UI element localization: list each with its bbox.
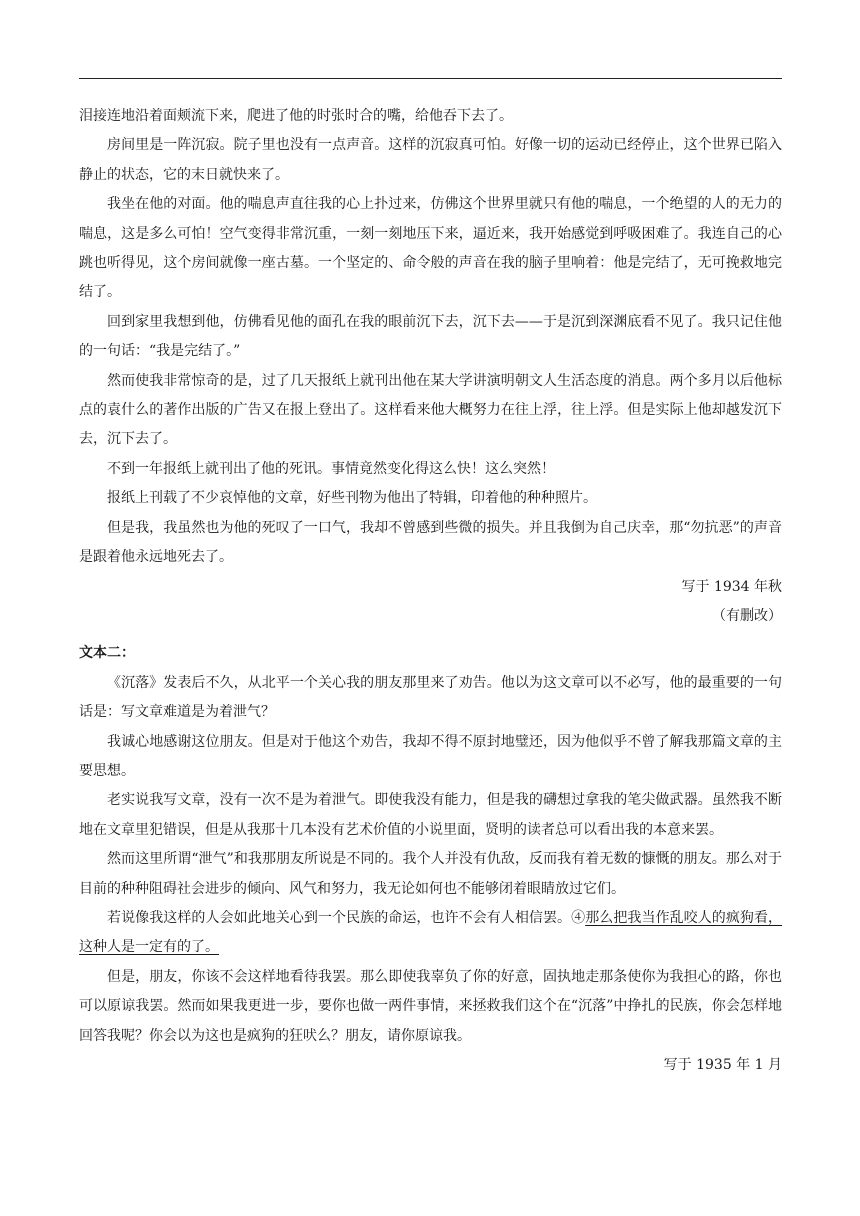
paragraph: 不到一年报纸上就刊出了他的死讯。事情竟然变化得这么快！这么突然！ [107,460,555,477]
paragraph: 回到家里我想到他，仿佛看见他的面孔在我的眼前沉下去，沉下去——于是沉到深渊底看不见了。我只记住他的一句话：“我是完结了。” [79,313,782,360]
paragraph-text: 若说像我这样的人会如此地关心到一个民族的命运，也许不会有人相信罢。 [107,909,572,926]
paragraph: 房间里是一阵沉寂。院子里也没有一点声音。这样的沉寂真可怕。好像一切的运动已经停止，这个世界已陷入静止的状态，它的末日就快来了。 [79,137,782,183]
paragraph: 我坐在他的对面。他的喘息声直往我的心上扑过来，仿佛这个世界里就只有他的喘息，一个绝望的人的无力的喘息，这是多么可怕！空气变得非常沉重，一刻一刻地压下来，逼近来，我开始感觉到呼吸困难了。我连自己的心跳也听得见，这个房间就像一座古墓。一个坚定的、命令般的声音在我的脑子里响着：他是完结了，无可挽救地完结了。 [79,196,782,301]
paragraph: 但是，朋友，你该不会这样地看待我罢。那么即使我辜负了你的好意，固执地走那条使你为我担心的路，你也可以原谅我罢。然而如果我更进一步，要你也做一两件事情，来拯救我们这个在“沉落”中挣扎的民族，你会怎样地回答我呢？你会以为这也是疯狗的狂吠么？朋友，请你原谅我。 [79,968,782,1044]
text2-heading: 文本二： [79,645,135,662]
paragraph [79,904,782,963]
paragraph: 然而这里所谓“泄气”和我那朋友所说是不同的。我个人并没有仇敌，反而我有着无数的慷慨的朋友。那么对于目前的种种阻碍社会进步的倾向、风气和努力，我无论如何也不能够闭着眼睛放过它们。 [79,851,782,897]
paragraph: 《沉落》发表后不久，从北平一个关心我的朋友那里来了劝告。他以为这文章可以不必写，他的最重要的一句话是：写文章难道是为着泄气？ [79,674,782,721]
paragraph: 但是我，我虽然也为他的死叹了一口气，我却不曾感到些微的损失。并且我倒为自己庆幸，那“勿抗恶”的声音是跟着他永远地死去了。 [79,519,782,566]
paragraph: 泪接连地沿着面颊流下来，爬进了他的时张时合的嘴，给他吞下去了。 [79,108,513,124]
question-marker: ④ [571,909,586,926]
paragraph: 然而使我非常惊奇的是，过了几天报纸上就刊出他在某大学讲演明朝文人生活态度的消息。两个多月以后他标点的袁什么的著作出版的广告又在报上登出了。这样看来他大概努力在往上浮，往上浮。但是实际上他却越发沉下去，沉下去了。 [79,372,782,448]
text1-note: （有删改） [712,607,782,624]
text1-date: 写于 1934 年秋 [681,578,782,595]
document-body [79,102,782,1080]
paragraph: 报纸上刊载了不少哀悼他的文章，好些刊物为他出了特辑，印着他的种种照片。 [107,490,597,507]
header-rule [79,78,782,79]
underlined-sentence: 那么把我当作乱咬人的疯狗看，这种人是一定有的了。 [79,909,783,956]
paragraph: 我诚心地感谢这位朋友。但是对于他这个劝告，我却不得不原封地璧还，因为他似乎不曾了解我那篇文章的主要思想。 [79,733,782,779]
paragraph: 老实说我写文章，没有一次不是为着泄气。即使我没有能力，但是我的礴想过拿我的笔尖做武器。虽然我不断地在文章里犯错误，但是从我那十几本没有艺术价值的小说里面，贤明的读者总可以看出我的本意来罢。 [79,792,782,838]
text2-date: 写于 1935 年 1 月 [663,1057,782,1073]
